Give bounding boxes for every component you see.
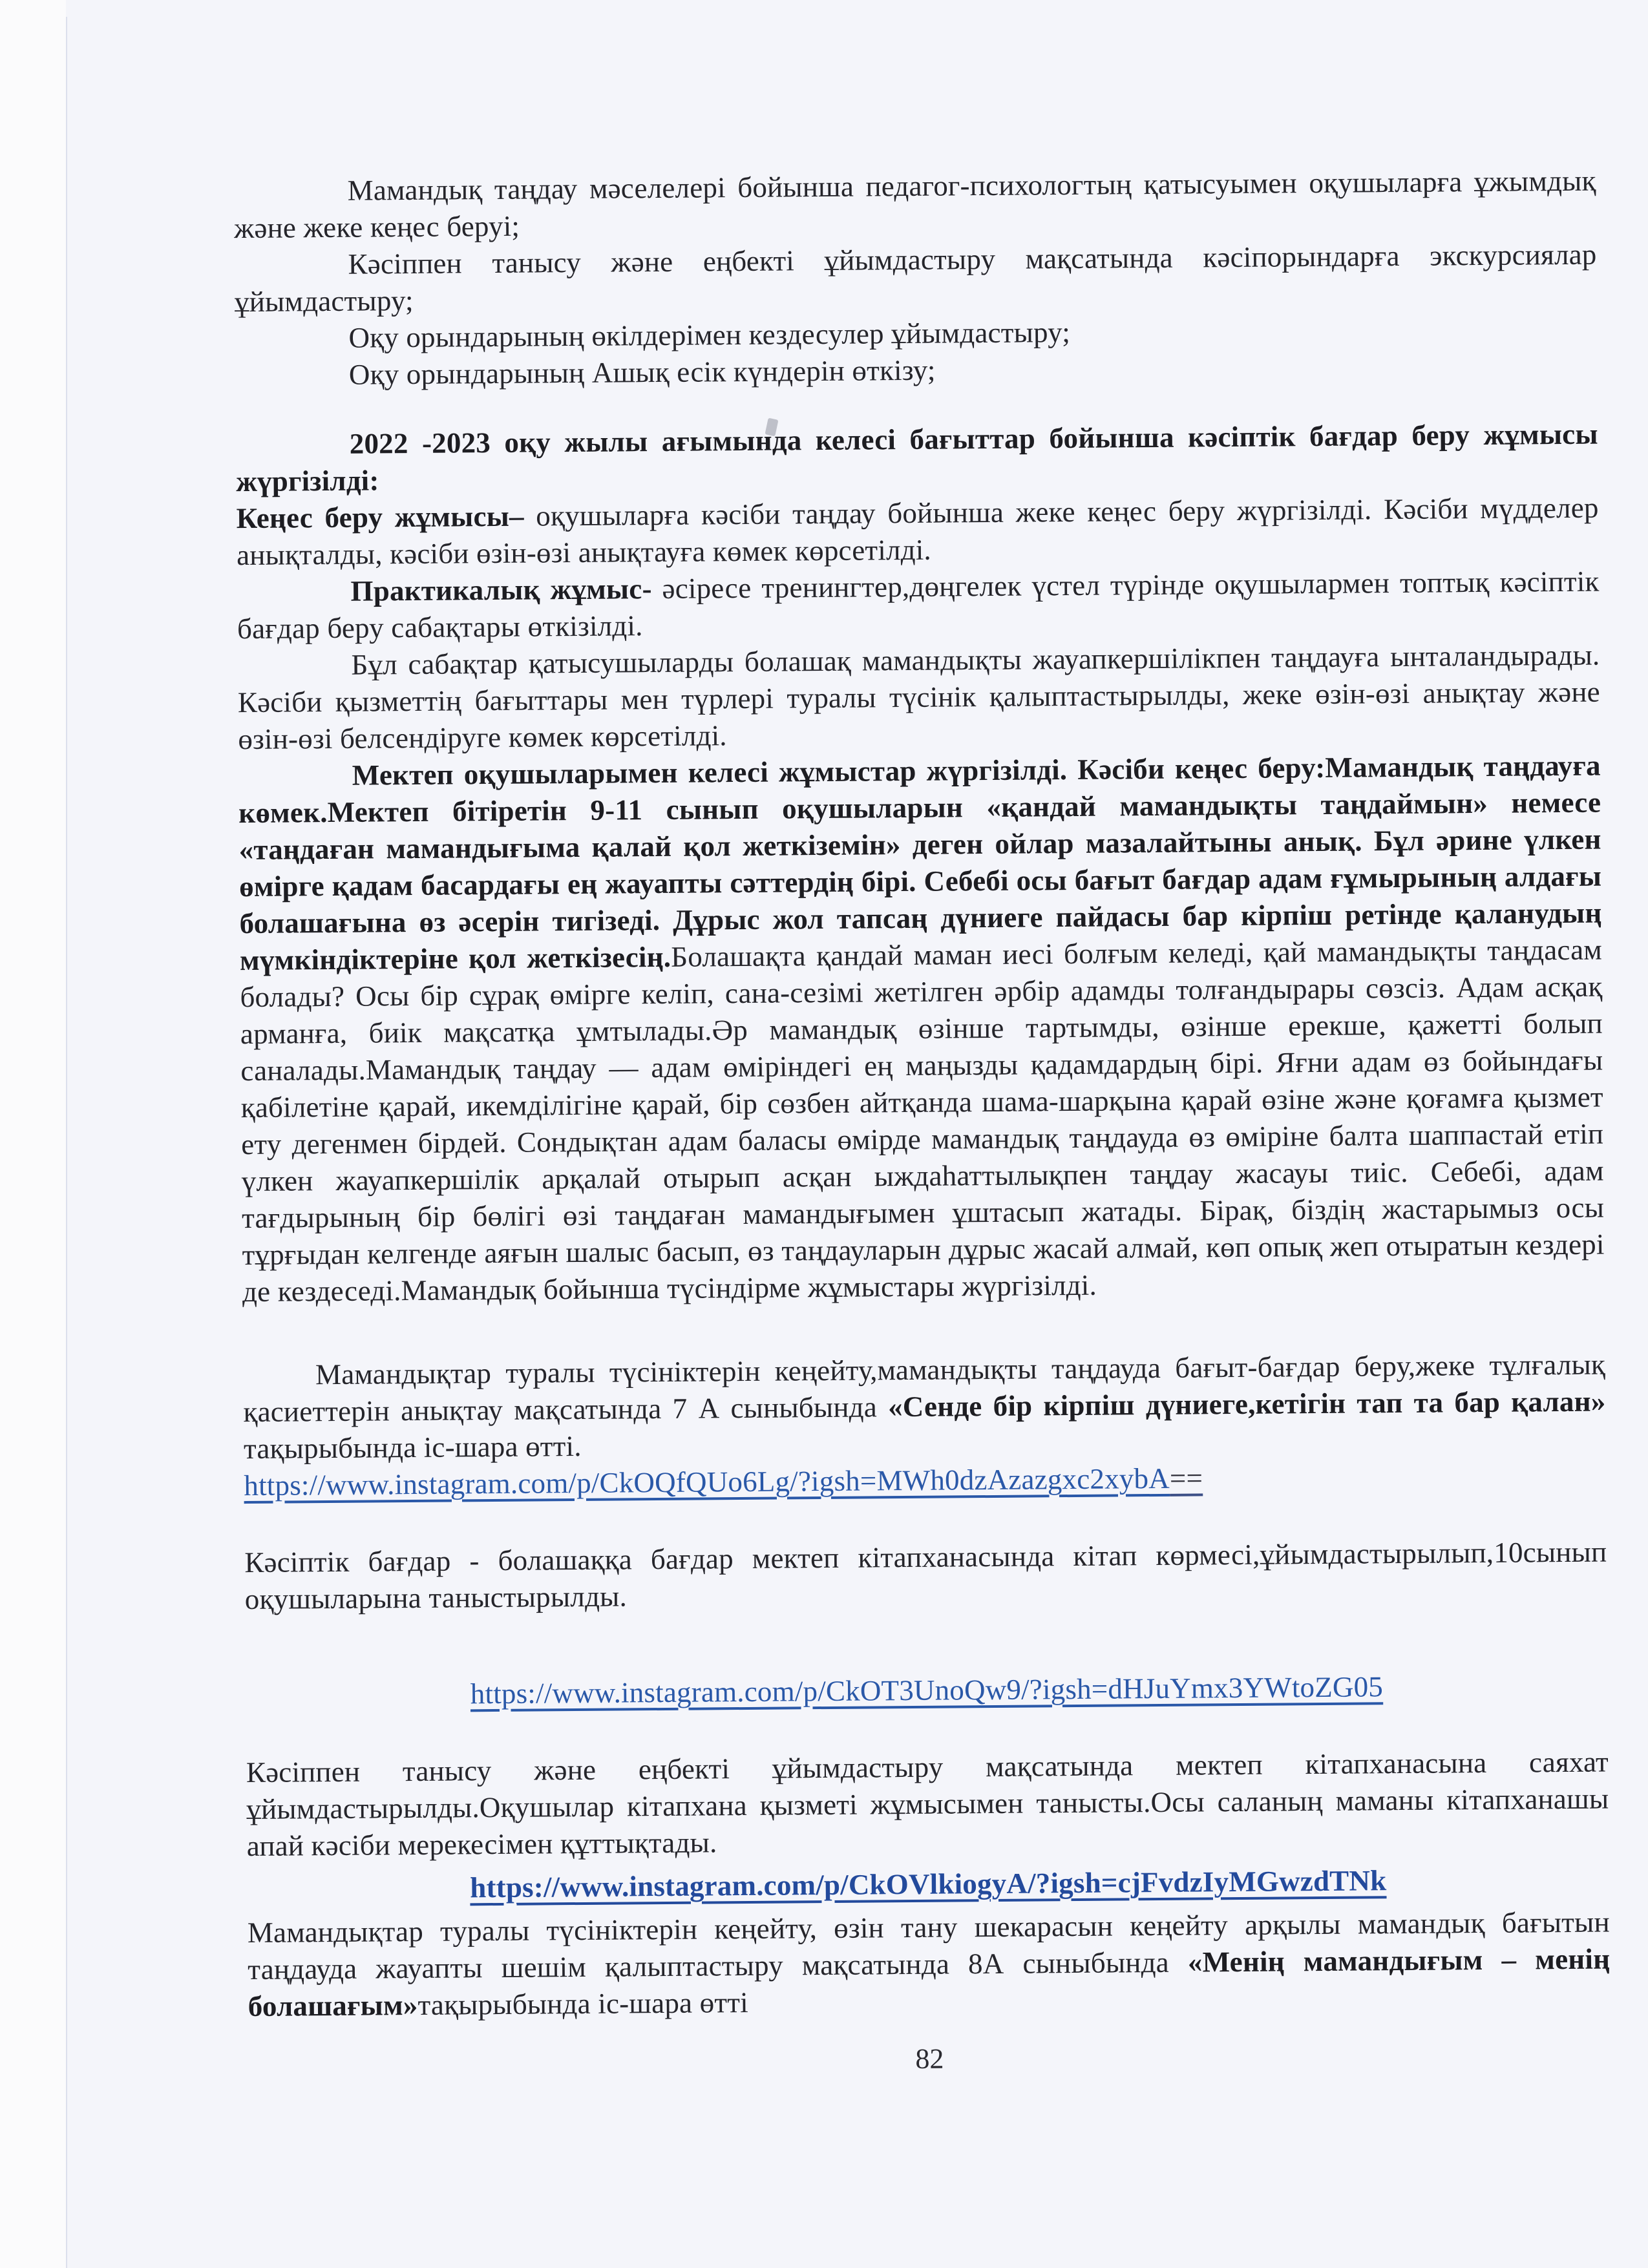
paragraph: [243, 1347, 1606, 1468]
text-run: тақырыбында іс-шара өтті: [417, 1986, 748, 2021]
text-run: «Сенде бір кірпіш дүниеге,кетігін тап та бар қалан»: [887, 1385, 1606, 1423]
paragraph: [237, 637, 1600, 759]
text-run: Кәсіптік бағдар - болашаққа бағдар мектеп кітапханасында кітап көрмесі,ұйымдастырылып,10сынып оқушыларына таныстырылды.: [244, 1535, 1607, 1616]
document-body: [233, 163, 1610, 2025]
text-run: Мамандықтар туралы түсініктерін кеңейту, өзін тану шекарасын кеңейту арқылы мамандық бағытын таңдауда жауапты шешім қалыптастыру мақсатында 8А сыныбында: [247, 1906, 1610, 1986]
text-run: Кеңес беру жұмысы–: [236, 499, 524, 535]
text-run: тақырыбында іс-шара өтті.: [243, 1429, 582, 1465]
page-number: 82: [915, 2042, 944, 2075]
text-run: Кәсіппен танысу және еңбекті ұйымдастыру мақсатында мектеп кітапханасына саяхат ұйымдастырылды.Оқушылар кітапхана қызметі жұмысымен танысты.Осы саланың маманы кітапханашы апай кәсіби мерекесімен құттықтады.: [246, 1745, 1609, 1863]
text-run: Кәсіппен танысу және еңбекті ұйымдастыру мақсатында кәсіпорындарға экскурсиялар ұйымдастыру;: [234, 238, 1597, 319]
paragraph: [246, 1667, 1608, 1715]
text-run: Мамандық таңдау мәселелері бойынша педагог-психологтың қатысуымен оқушыларға ұжымдық және жеке кеңес беруі;: [233, 164, 1596, 245]
text-run: әсіресе тренингтер,дөңгелек үстел түрінде оқушылармен топтық кәсіптік бағдар беру сабақтары өткізілді.: [237, 565, 1600, 646]
paragraph: [247, 1860, 1609, 1908]
paragraph: [237, 563, 1600, 648]
instagram-link[interactable]: https://www.instagram.com/p/CkOQfQUo6Lg/?igsh=MWh0dzAzazgxc2xybA: [244, 1462, 1170, 1502]
paragraph: [246, 1743, 1609, 1865]
text-run: Болашақта қандай маман иесі болғым келеді, қай мамандықты таңдасам болады? Осы бір сұрақ өмірге келіп, сана-сезімі жетілген әрбір адамды толғандырары сөзсіз. Адам асқақ арманға, биік мақсатқа ұмтылады.Әр мамандық өзінше тартымды, өзінше ерекше, қажетті болып саналады.Мамандық таңдау — адам өміріндегі ең маңызды қадамдардың бірі. Яғни адам өз бойындағы қабілетіне қарай, икемділігіне қарай, бір сөзбен айтқанда шама-шарқына қарай өзіне және қоғамға қызмет ету дегенмен бірдей. Сондықтан адам баласы өмірде мамандық таңдауда өз өміріне балта шаппастай етіп үлкен жауапкершілік арқалай отырып асқан ыждаһаттылықпен таңдау жасауы тиіс. Себебі, адам тағдырының бір бөлігі өзі таңдаған мамандығымен ұштасып жатады. Бірақ, біздің жастарымыз осы тұрғыдан келгенде аяғын шалыс басып, өз таңдауларын дұрыс жасай алмай, көп опық жеп отыратын кездері де кездеседі.Мамандық бойынша түсіндірме жұмыстары жүргізілді.: [240, 933, 1605, 1308]
text-run: Бұл сабақтар қатысушыларды болашақ мамандықты жауапкершілікпен таңдауға ынталандырады. Кәсіби қызметтің бағыттары мен түрлері туралы түсінік қалыптастырылды, жеке өзін-өзі анықтау және өзін-өзі белсендіруге көмек көрсетілді.: [237, 638, 1601, 756]
paragraph: [236, 490, 1599, 574]
paragraph: [248, 1904, 1611, 2025]
text-run: Мектеп оқушыларымен келесі жұмыстар жүргізілді. Кәсіби кеңес беру:Мамандық таңдауға көмек.Мектеп бітіретін 9-11 сынып оқушыларын «қандай мамандықты таңдаймын» немесе «таңдаған мамандығыма қалай қол жеткіземін» деген ойлар мазалайтыны анық. Бұл әрине үлкен өмірге қадам басардағы ең жауапты сәттердің бірі. Себебі осы бағыт бағдар адам ғұмырының алдағы болашағына өз әсерін тигізеді. Дұрыс жол тапсаң дүниеге пайдасы бар кірпіш ретінде қаланудың мүмкіндіктеріне қол жеткізесің.: [238, 749, 1602, 977]
instagram-link[interactable]: https://www.instagram.com/p/CkOT3UnoQw9/?igsh=dHJuYmx3YWtoZG05: [470, 1670, 1384, 1710]
text-run: оқушыларға кәсіби таңдау бойынша жеке кеңес беру жүргізілді. Кәсіби мүдделер анықталды, кәсіби өзін-өзі анықтауға көмек көрсетілді.: [236, 491, 1599, 572]
paragraph: [244, 1534, 1607, 1619]
paragraph: [238, 748, 1605, 1311]
instagram-link[interactable]: https://www.instagram.com/p/CkOVlkiogyA/?igsh=cjFvdzIyMGwzdTNk: [470, 1864, 1387, 1904]
text-run: 2022 -2023 оқу жылы ағымында келесі бағыттар бойынша кәсіптік бағдар беру жұмысы жүргізілді:: [236, 417, 1598, 498]
text-run: Мамандықтар туралы түсініктерін кеңейту,мамандықты таңдауда бағыт-бағдар беру,жеке тұлғалық қасиеттерін анықтау мақсатында 7 А сыныбында: [243, 1348, 1606, 1429]
link-suffix-text: ==: [1169, 1462, 1203, 1495]
text-run: Оқу орындарының Ашық есік күндерін өткізу;: [348, 353, 936, 391]
text-run: «Менің мамандығым – менің болашағым»: [248, 1942, 1611, 2023]
text-run: Практикалық жұмыс-: [350, 572, 652, 607]
paragraph: [233, 163, 1596, 247]
paragraph: [236, 416, 1599, 501]
text-run: Оқу орындарының өкілдерімен кездесулер ұйымдастыру;: [348, 315, 1071, 354]
paragraph: [234, 236, 1597, 321]
